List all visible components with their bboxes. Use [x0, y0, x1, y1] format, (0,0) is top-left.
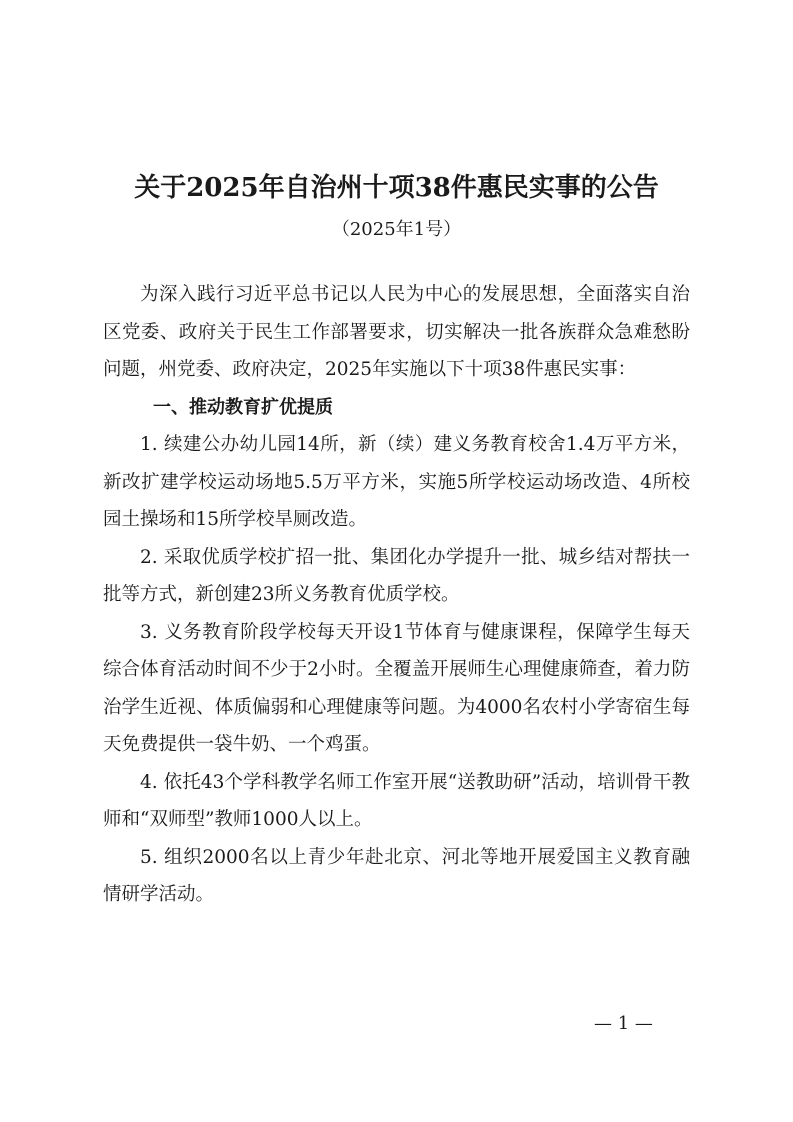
list-item: 5. 组织2000名以上青少年赴北京、河北等地开展爱国主义教育融情研学活动。 — [103, 846, 690, 905]
list-item: 3. 义务教育阶段学校每天开设1节体育与健康课程，保障学生每天综合体育活动时间不少于2小时。全覆盖开展师生心理健康筛查，着力防治学生近视、体质偏弱和心理健康等问题。为4000名农村小学寄宿生每天免费提供一袋牛奶、一个鸡蛋。 — [103, 621, 690, 755]
page-number: — 1 — — [594, 1013, 653, 1034]
list-item: 4. 依托43个学科教学名师工作室开展“送教助研”活动，培训骨干教师和“双师型”教师1000人以上。 — [103, 771, 690, 830]
intro-paragraph: 为深入践行习近平总书记以人民为中心的发展思想，全面落实自治区党委、政府关于民生工作部署要求，切实解决一批各族群众急难愁盼问题，州党委、政府决定，2025年实施以下十项38件惠民实事： — [103, 284, 690, 380]
document-body — [103, 276, 690, 914]
list-item: 1. 续建公办幼儿园14所，新（续）建义务教育校舍1.4万平方米，新改扩建学校运动场地5.5万平方米，实施5所学校运动场改造、4所校园土操场和15所学校旱厕改造。 — [103, 434, 690, 530]
section-heading: 一、推动教育扩优提质 — [153, 396, 333, 418]
document-title: 关于2025年自治州十项38件惠民实事的公告 — [134, 173, 659, 203]
list-item: 2. 采取优质学校扩招一批、集团化办学提升一批、城乡结对帮扶一批等方式，新创建23所义务教育优质学校。 — [103, 546, 690, 605]
document-number: （2025年1号） — [331, 219, 462, 240]
